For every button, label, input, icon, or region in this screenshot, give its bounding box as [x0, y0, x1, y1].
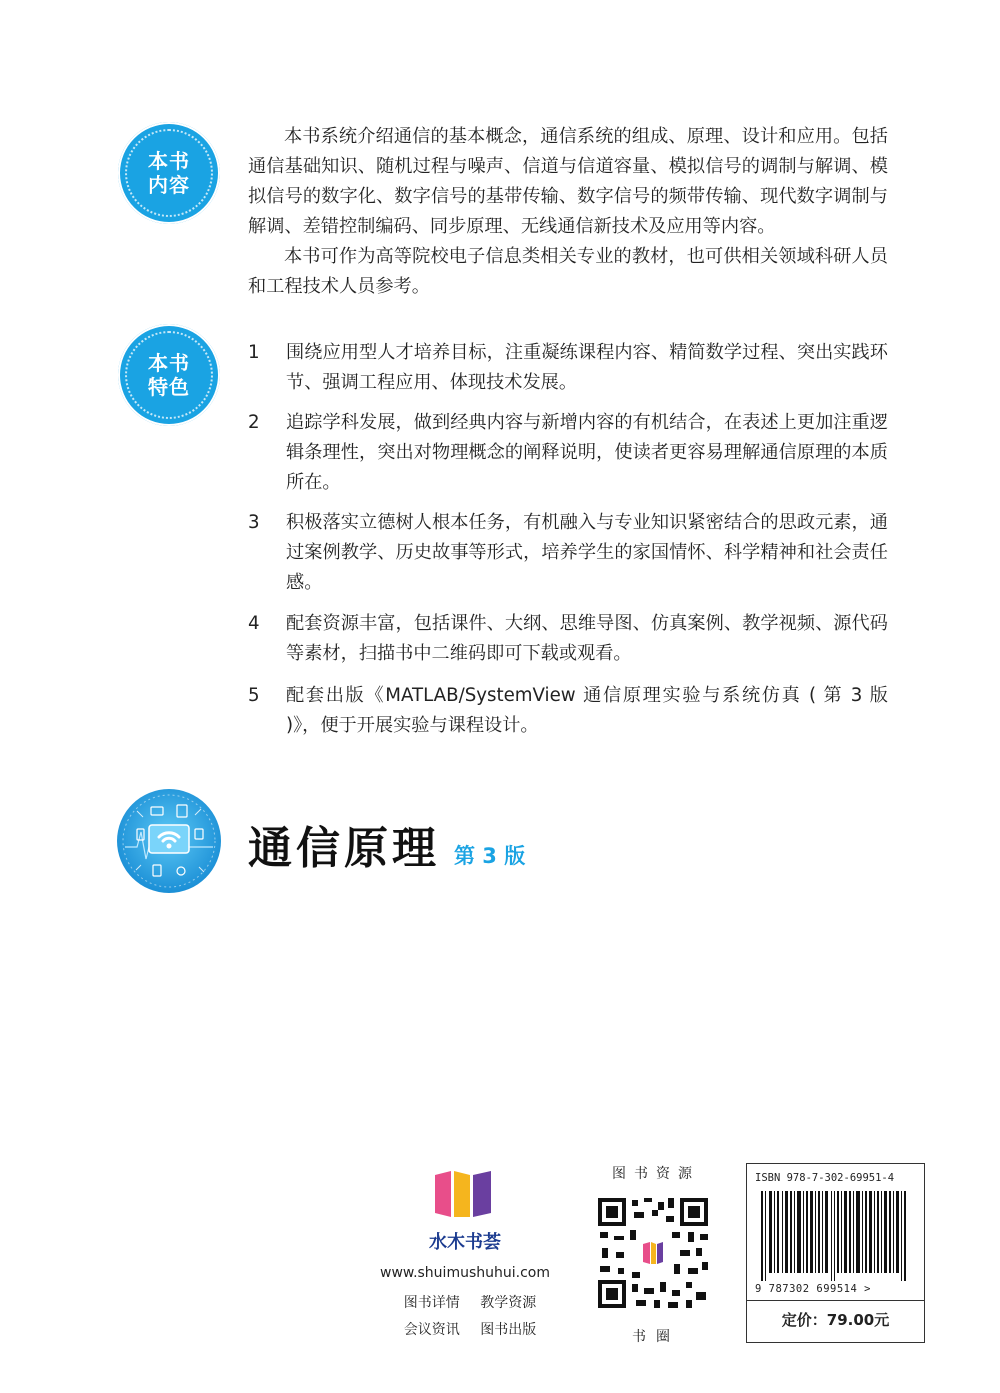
feature-item-1 [248, 338, 888, 398]
feature-number: 4 [248, 613, 260, 634]
book-title: 通信原理 [248, 823, 440, 874]
publisher-website[interactable]: www.shuimushuhui.com [380, 1265, 550, 1281]
feature-text: 围绕应用型人才培养目标，注重凝练课程内容、精简数学过程、突出实践环节、强调工程应用、体现技术发展。 [286, 342, 888, 393]
book-title-block [248, 812, 525, 876]
feature-text: 追踪学科发展，做到经典内容与新增内容的有机结合，在表述上更加注重逻辑条理性，突出对物理概念的阐释说明，使读者更容易理解通信原理的本质所在。 [286, 412, 888, 493]
link-book-publishing[interactable]: 图书出版 [480, 1322, 537, 1338]
isbn-text: ISBN 978-7-302-69951-4 [755, 1172, 895, 1184]
feature-item-2 [248, 408, 888, 498]
publisher-logo-name: 水木书荟 [429, 1232, 501, 1253]
feature-number: 1 [248, 342, 260, 363]
price-label: 定价：79.00元 [781, 1311, 890, 1329]
features-badge-label: 本书特色 [148, 351, 190, 399]
intro-paragraph-1: 本书系统介绍通信的基本概念，通信系统的组成、原理、设计和应用。包括通信基础知识、随机过程与噪声、信道与信道容量、模拟信号的调制与解调、模拟信号的数字化、数字信号的基带传输、数字信号的频带传输、现代数字调制与解调、差错控制编码、同步原理、无线通信新技术及应用等内容。 [248, 126, 888, 237]
feature-item-3 [248, 508, 888, 598]
feature-text: 配套出版《MATLAB/SystemView 通信原理实验与系统仿真 ( 第 3 版 )》，便于开展实验与课程设计。 [286, 685, 888, 736]
feature-text: 配套资源丰富，包括课件、大纲、思维导图、仿真案例、教学视频、源代码等素材，扫描书中二维码即可下载或观看。 [286, 613, 888, 664]
link-conference-news[interactable]: 会议资讯 [403, 1322, 460, 1338]
content-badge-label: 本书内容 [148, 149, 190, 197]
publisher-logo-icon [433, 1167, 493, 1221]
isbn-divider [747, 1300, 924, 1301]
qr-label-bottom: 书圈 [632, 1329, 680, 1345]
qr-code-icon[interactable] [596, 1196, 710, 1310]
feature-number: 2 [248, 412, 260, 433]
intro-paragraph-2: 本书可作为高等院校电子信息类相关专业的教材，也可供相关领域科研人员和工程技术人员参考。 [248, 246, 888, 297]
communication-network-icon [115, 787, 223, 895]
feature-number: 5 [248, 685, 260, 706]
feature-text: 积极落实立德树人根本任务，有机融入与专业知识紧密结合的思政元素，通过案例教学、历史故事等形式，培养学生的家国情怀、科学精神和社会责任感。 [286, 512, 888, 593]
barcode-icon [757, 1191, 913, 1281]
link-teaching-resources[interactable]: 教学资源 [480, 1295, 537, 1311]
book-edition: 第 3 版 [454, 844, 526, 868]
features-badge [118, 324, 220, 426]
feature-item-5 [248, 681, 888, 741]
link-book-details[interactable]: 图书详情 [403, 1295, 460, 1311]
content-badge [118, 122, 220, 224]
barcode-digits: 9 787302 699514 > [755, 1283, 871, 1295]
qr-label-top: 图书资源 [612, 1166, 700, 1182]
feature-number: 3 [248, 512, 260, 533]
isbn-barcode-box [746, 1163, 925, 1343]
feature-item-4 [248, 609, 888, 669]
publisher-links-row-1 [380, 1292, 560, 1312]
publisher-links-row-2 [380, 1319, 560, 1339]
